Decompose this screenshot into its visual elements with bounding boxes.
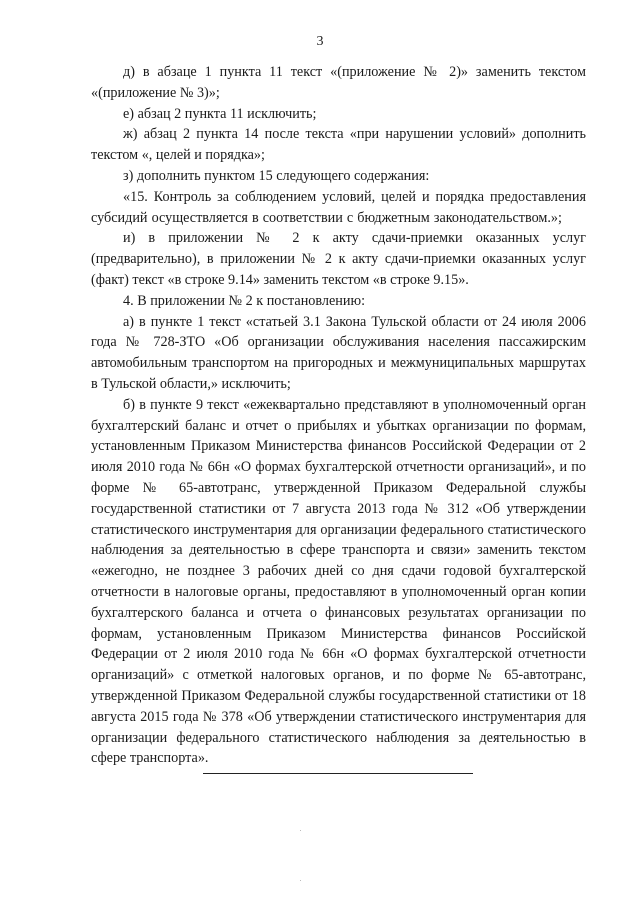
closing-rule [203,773,473,774]
paragraph-d: д) в абзаце 1 пункта 11 текст «(приложение № 2)» заменить текстом «(приложение № 3)»; [91,64,586,101]
paragraph-i: и) в приложении № 2 к акту сдачи-приемки оказанных услуг (предварительно), в приложении № 2 к акту сдачи-приемки оказанных услуг (факт) текст «в строке 9.14» заменить текстом «в строке 9.15». [91,230,586,288]
paragraph-a: а) в пункте 1 текст «статьей 3.1 Закона Тульской области от 24 июля 2006 года № 728-ЗТО «Об организации обслуживания населения пассажирским автомобильным транспортом на пригородных и межмуниципальных маршрутах в Тульской области,» исключить; [91,313,586,392]
scan-speck [300,830,301,831]
paragraph-e: е) абзац 2 пункта 11 исключить; [123,105,317,122]
paragraph-zh: ж) абзац 2 пункта 14 после текста «при нарушении условий» дополнить текстом «, целей и порядка»; [91,126,586,164]
paragraph-b: б) в пункте 9 текст «ежеквартально представляют в уполномоченный орган бухгалтерский баланс и отчет о прибылях и убытках организации по формам, установленным Приказом Министерства финансов Российской Федерации от 2 июля 2010 года № 66н «О формах бухгалтерской отчетности организаций», и по форме № 65-автотранс, утвержденной Приказом Федеральной службы государственной статистики от 7 августа 2013 года № 312 «Об утверждении статистического инструментария для организации федерального статистического наблюдения за деятельностью в сфере транспорта и связи» заменить текстом «ежегодно, не позднее 3 рабочих дней со дня сдачи годовой бухгалтерской отчетности в налоговые органы, предоставляют в уполномоченный орган копии бухгалтерского баланса и отчета о финансовых результатах организации по формам, установленным Приказом Министерства финансов Российской Федерации от 2 июля 2010 года № 66н «О формах бухгалтерской отчетности организаций» с отметкой налоговых органов, и по форме № 65-автотранс, утвержденной Приказом Федеральной службы государственной статистики от 18 августа 2015 года № 378 «Об утверждении статистического инструментария для организации федерального статистического наблюдения за деятельностью в сфере транспорта». [91,396,586,767]
scan-speck [300,880,301,881]
paragraph-z: з) дополнить пунктом 15 следующего содержания: [123,167,430,184]
paragraph-item-15: «15. Контроль за соблюдением условий, целей и порядка предоставления субсидий осуществляется в соответствии с бюджетным законодательством.»; [91,188,586,226]
page-number: 3 [316,34,324,49]
document-body [91,62,586,769]
paragraph-section-4: 4. В приложении № 2 к постановлению: [123,292,366,309]
